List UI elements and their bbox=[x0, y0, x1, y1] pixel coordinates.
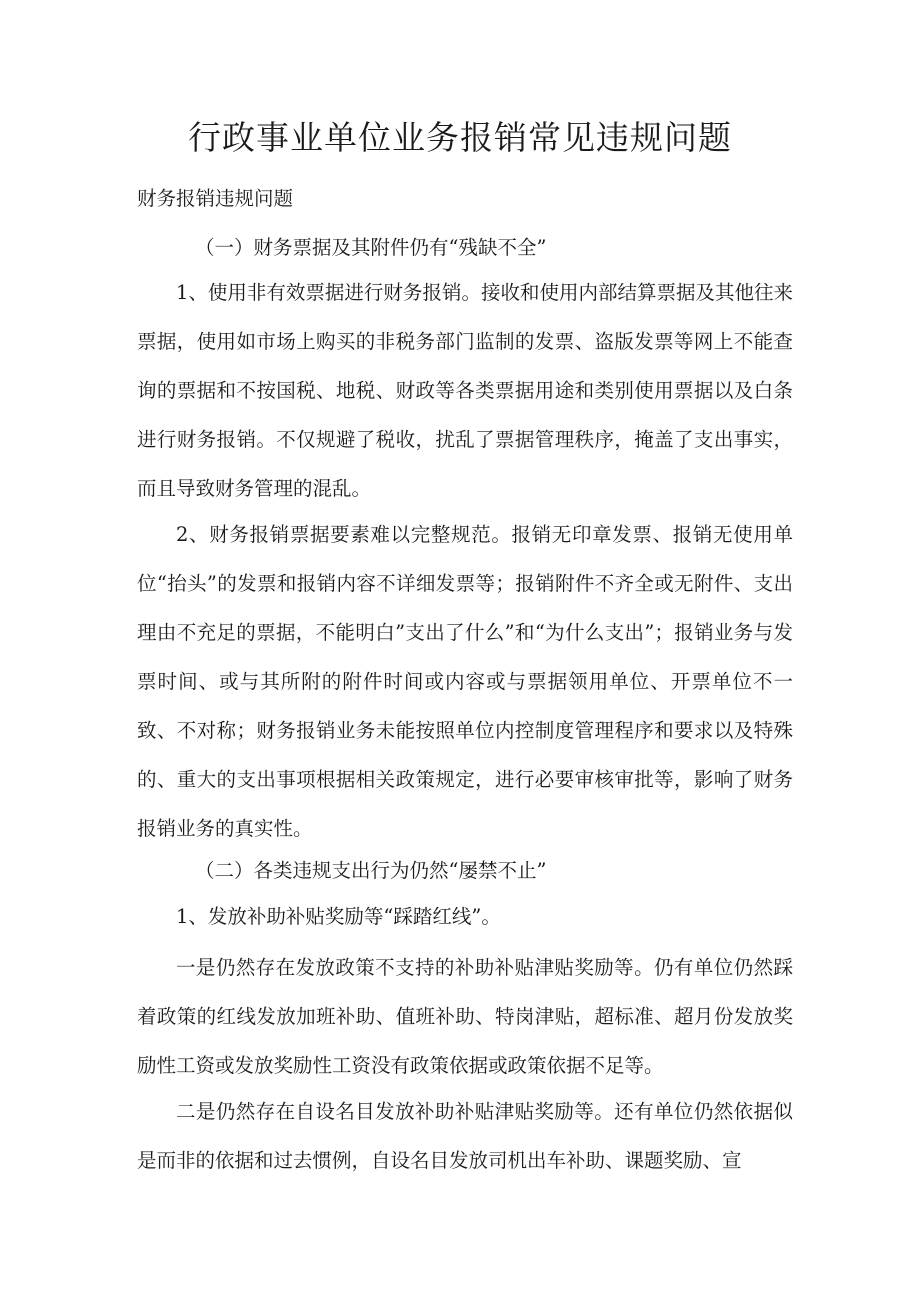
paragraph-2: 2、财务报销票据要素难以完整规范。报销无印章发票、报销无使用单位“抬头”的发票和报销内容不详细发票等；报销附件不齐全或无附件、支出理由不充足的票据，不能明白”支出了什么”和“为什么支出”；报销业务与发票时间、或与其所附的附件时间或内容或与票据领用单位、开票单位不一致、不对称；财务报销业务未能按照单位内控制度管理程序和要求以及特殊的、重大的支出事项根据相关政策规定，进行必要审核审批等，影响了财务报销业务的真实性。 bbox=[137, 523, 793, 840]
paragraph-3: 一是仍然存在发放政策不支持的补助补贴津贴奖励等。仍有单位仍然踩着政策的红线发放加班补助、值班补助、特岗津贴，超标准、超月份发放奖励性工资或发放奖励性工资没有政策依据或政策依据不足等。 bbox=[137, 956, 793, 1077]
list-item-1: 1、发放补助补贴奖励等“踩踏红线”。 bbox=[176, 905, 501, 928]
page-title: 行政事业单位业务报销常见违规问题 bbox=[188, 118, 732, 157]
section-heading: 财务报销违规问题 bbox=[137, 187, 294, 210]
subsection-heading-1: （一）财务票据及其附件仍有“残缺不全” bbox=[195, 236, 547, 259]
paragraph-4: 二是仍然存在自设名目发放补助补贴津贴奖励等。还有单位仍然依据似是而非的依据和过去惯例，自设名目发放司机出车补助、课题奖励、宣 bbox=[137, 1100, 793, 1172]
subsection-heading-2: （二）各类违规支出行为仍然“屡禁不止” bbox=[195, 859, 547, 882]
paragraph-1: 1、使用非有效票据进行财务报销。接收和使用内部结算票据及其他往来票据，使用如市场上购买的非税务部门监制的发票、盗版发票等网上不能查询的票据和不按国税、地税、财政等各类票据用途和类别使用票据以及白条进行财务报销。不仅规避了税收，扰乱了票据管理秩序，掩盖了支出事实，而且导致财务管理的混乱。 bbox=[137, 281, 793, 500]
